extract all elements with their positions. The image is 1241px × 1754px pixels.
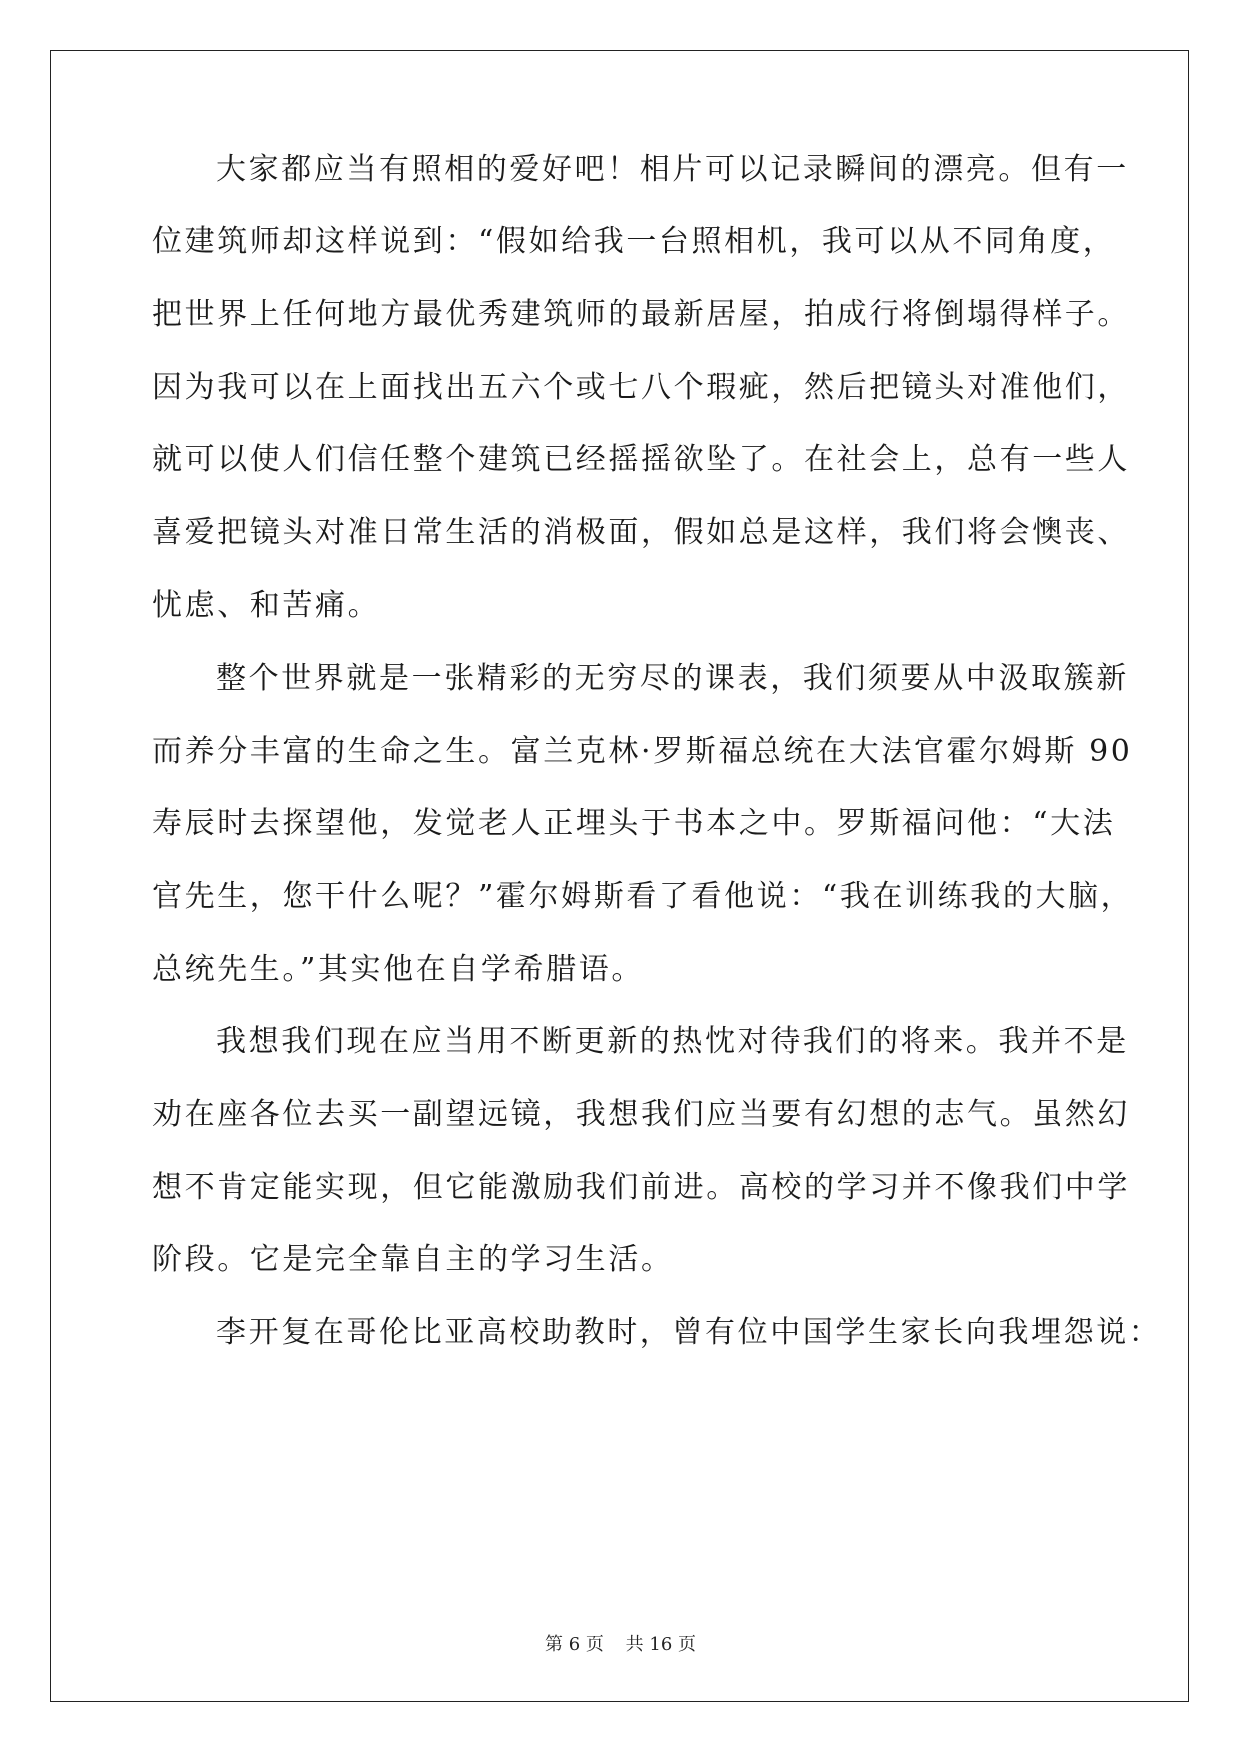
paragraph-3-line-4: 阶段。它是完全靠自主的学习生活。 xyxy=(152,1242,674,1277)
paragraph-3-line-3: 想不肯定能实现，但它能激励我们前进。高校的学习并不像我们中学 xyxy=(152,1170,1130,1205)
paragraph-1-line-3: 把世界上任何地方最优秀建筑师的最新居屋，拍成行将倒塌得样子。 xyxy=(152,297,1130,332)
page-number: 第 6 页 xyxy=(545,1634,604,1655)
paragraph-4-line-1: 李开复在哥伦比亚高校助教时，曾有位中国学生家长向我埋怨说： xyxy=(216,1315,1162,1350)
paragraph-3-line-2: 劝在座各位去买一副望远镜，我想我们应当要有幻想的志气。虽然幻 xyxy=(152,1097,1130,1132)
paragraph-1-line-1: 大家都应当有照相的爱好吧！相片可以记录瞬间的漂亮。但有一 xyxy=(216,152,1129,187)
paragraph-2-line-4: 官先生，您干什么呢？”霍尔姆斯看了看他说：“我在训练我的大脑， xyxy=(152,879,1134,914)
paragraph-2-line-5: 总统先生。”其实他在自学希腊语。 xyxy=(152,952,644,987)
paragraph-2-line-2: 而养分丰富的生命之生。富兰克林·罗斯福总统在大法官霍尔姆斯 90 xyxy=(152,734,1133,769)
paragraph-3-line-1: 我想我们现在应当用不断更新的热忱对待我们的将来。我并不是 xyxy=(216,1024,1129,1059)
paragraph-2-line-1: 整个世界就是一张精彩的无穷尽的课表，我们须要从中汲取簇新 xyxy=(216,661,1129,696)
paragraph-1-line-7: 忧虑、和苦痛。 xyxy=(152,588,381,623)
paragraph-1-line-5: 就可以使人们信任整个建筑已经摇摇欲坠了。在社会上，总有一些人 xyxy=(152,442,1130,477)
total-pages: 共 16 页 xyxy=(625,1634,696,1655)
paragraph-1-line-4: 因为我可以在上面找出五六个或七八个瑕疵，然后把镜头对准他们， xyxy=(152,370,1130,405)
paragraph-1-line-2: 位建筑师却这样说到：“假如给我一台照相机，我可以从不同角度， xyxy=(152,224,1116,259)
paragraph-1-line-6: 喜爱把镜头对准日常生活的消极面，假如总是这样，我们将会懊丧、 xyxy=(152,515,1130,550)
paragraph-2-line-3: 寿辰时去探望他，发觉老人正埋头于书本之中。罗斯福问他：“大法 xyxy=(152,806,1116,841)
page-footer xyxy=(0,1630,1241,1656)
